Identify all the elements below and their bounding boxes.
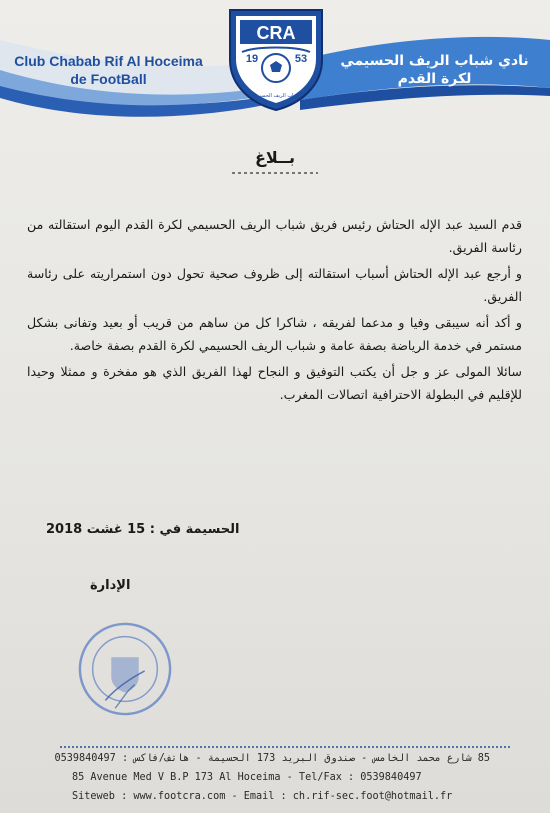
footer-divider (0, 745, 550, 751)
logo-text: CRA (256, 23, 296, 43)
footer-contact: Siteweb : www.footcra.com - Email : ch.rif-sec.foot@hotmail.fr (72, 791, 453, 802)
title-underline (230, 169, 320, 177)
club-crest-logo (222, 4, 330, 112)
body-paragraph-2: و أرجع عبد الإله الحتاش أسباب استقالته إلى ظروف صحية تحول دون استمراريته على رئاسة الفريق. (27, 266, 522, 304)
logo-year-right: 53 (294, 53, 308, 65)
document-title (0, 148, 550, 177)
logo-year-left: 19 (245, 53, 259, 65)
club-name-ar-line1: نادي شباب الريف الحسيمي (340, 53, 529, 69)
club-name-fr-line1: Club Chabab Rif Al Hoceima (14, 53, 203, 69)
logo-subtext: شباب الريف الحسيمي (252, 93, 300, 99)
body-paragraph-1: قدم السيد عبد الإله الحتاش رئيس فريق شباب الريف الحسيمي لكرة القدم اليوم استقالته من رئاسة الفريق. (27, 217, 522, 255)
body-paragraph-3: و أكد أنه سيبقى وفيا و مدعما لفريقه ، شاكرا كل من ساهم من قريب أو بعيد وتفانى بشكل مستمر في خدمة الرياضة بصفة عامة و شباب الريف الحسيمي لكرة القدم بصفة خاصة. (27, 315, 522, 353)
footer (0, 745, 550, 813)
club-name-fr (6, 52, 211, 88)
footer-address-ar: 85 شارع محمد الخامس - صندوق البريد 173 الحسيمة - هاتف/فاكس : 0539840497 (54, 753, 490, 764)
body-paragraph-4: سائلا المولى عز و جل أن يكتب التوفيق و النجاح لهذا الفريق الذي هو مفخرة و ممثلا وحيدا للإقليم في البطولة الاحترافية اتصالات المغرب. (27, 364, 522, 402)
official-stamp (76, 620, 174, 718)
club-name-ar (327, 52, 542, 88)
footer-address-fr: 85 Avenue Med V B.P 173 Al Hoceima - Tel/Fax : 0539840497 (72, 772, 422, 783)
signature-label: الإدارة (90, 578, 131, 593)
club-name-fr-line2: de FootBall (70, 71, 147, 87)
date-line: الحسيمة في : 15 غشت 2018 (46, 522, 240, 537)
document-body (27, 214, 522, 406)
title-text: بــلاغ (254, 148, 296, 167)
club-name-ar-line2: لكرة القدم (397, 71, 472, 87)
